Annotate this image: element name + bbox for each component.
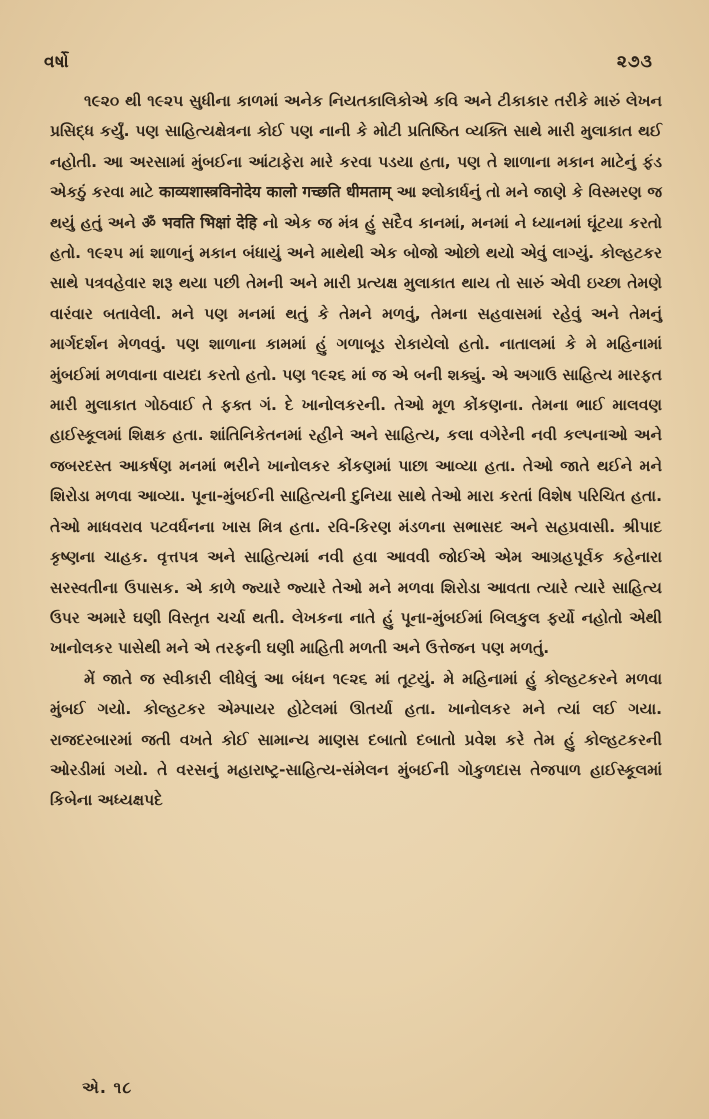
paragraph: ૧૯૨૦ થી ૧૯૨૫ સુધીના કાળમાં અનેક નિયતકાલિકોએ કવિ અને ટીકાકાર તરીકે મારું લેખન પ્રસિદ્ધ કર્યું. પણ સાહિત્યક્ષેત્રના કોઈ પણ નાની કે મોટી પ્રતિષ્ઠિત વ્યક્તિ સાથે મારી મુલાકાત થઈ નહોતી. આ અરસામાં મુંબઈના આંટાફેરા મારે કરવા પડયા હતા, પણ તે શાળાના મકાન માટેનું ફંડ એકઠું કરવા માટે काव्यशास्त्रविनोदेय कालो गच्छति धीमताम् આ શ્લોકાર્ધનું તો મને જાણે કે વિસ્મરણ જ થયું હતું અને ॐ भवति भिक्षां देहि નો એક જ મંત્ર હું સદૈવ કાનમાં, મનમાં ને ધ્યાનમાં ઘૂંટયા કરતો હતો. ૧૯૨૫ માં શાળાનું મકાન બંધાયું અને માથેથી એક બોજો ઓછો થયો એવું લાગ્યું. કોલ્હટકર સાથે પત્રવહેવાર શરૂ થયા પછી તેમની અને મારી પ્રત્યક્ષ મુલાકાત થાય તો સારું એવી ઇચ્છા તેમણે વારંવાર બતાવેલી. મને પણ મનમાં થતું કે તેમને મળવું, તેમના સહવાસમાં રહેવું અને તેમનું માર્ગદર્શન મેળવવું. પણ શાળાના કામમાં હું ગળાબૂડ રોકાયેલો હતો. નાતાલમાં કે મે મહિનામાં મુંબઈમાં મળવાના વાયદા કરતો હતો. પણ ૧૯૨૬ માં જ એ બની શક્યું. એ અગાઉ સાહિત્ય મારફત મારી મુલાકાત ગોઠવાઈ તે ફક્ત ગં. દે ખાનોલકરની. તેઓ મૂળ કોંકણના. તેમના ભાઈ માલવણ હાઈસ્કૂલમાં શિક્ષક હતા. શાંતિનિકેતનમાં રહીને અને સાહિત્ય, કલા વગેરેની નવી કલ્પનાઓ અને જબરદસ્ત આકર્ષણ મનમાં ભરીને ખાનોલકર કોંકણમાં પાછા આવ્યા હતા. તેઓ જાતે થઈને મને શિરોડા મળવા આવ્યા. પૂના-મુંબઈની સાહિત્યની દુનિયા સાથે તેઓ મારા કરતાં વિશેષ પરિચિત હતા. તેઓ માધવરાવ પટવર્ધનના ખાસ મિત્ર હતા. રવિ-કિરણ મંડળના સભાસદ અને સહપ્રવાસી. શ્રીપાદ કૃષ્ણના ચાહક. વૃત્તપત્ર અને સાહિત્યમાં નવી હવા આવવી જોઈએ એમ આગ્રહપૂર્વક કહેનારા સરસ્વતીના ઉપાસક. એ કાળે જ્યારે જ્યારે તેઓ મને મળવા શિરોડા આવતા ત્યારે ત્યારે સાહિત્ય ઉપર અમારે ઘણી વિસ્તૃત ચર્ચા થતી. લેખકના નાતે હું પૂના-મુંબઈમાં બિલકુલ ફર્યો નહોતો એથી ખાનોલકર પાસેથી મને એ તરફની ઘણી માહિતી મળતી અને ઉત્તેજન પણ મળતું. [50,92,662,658]
signature-mark: એ. ૧૮ [82,1078,133,1097]
paragraph: મેં જાતે જ સ્વીકારી લીધેલું આ બંધન ૧૯૨૬ માં તૂટયું. મે મહિનામાં હું કોલ્હટકરને મળવા મુંબઈ ગયો. કોલ્હટકર એમ્પાયર હોટેલમાં ઊતર્યા હતા. ખાનોલકર મને ત્યાં લઈ ગયા. રાજદરબારમાં જતી વખતે કોઈ સામાન્ય માણસ દબાતો દબાતો પ્રવેશ કરે તેમ હું કોલ્હટકરની ઓરડીમાં ગયો. તે વરસનું મહારાષ્ટ્ર-સાહિત્ય-સંમેલન મુંબઈની ગોકુળદાસ તેજપાળ હાઈસ્કૂલમાં કિબેના અધ્યક્ષપદે [50,669,662,810]
page-number: ૨૭૩ [616,52,653,72]
body-text [50,86,662,816]
running-head: વર્ષો [44,52,70,72]
